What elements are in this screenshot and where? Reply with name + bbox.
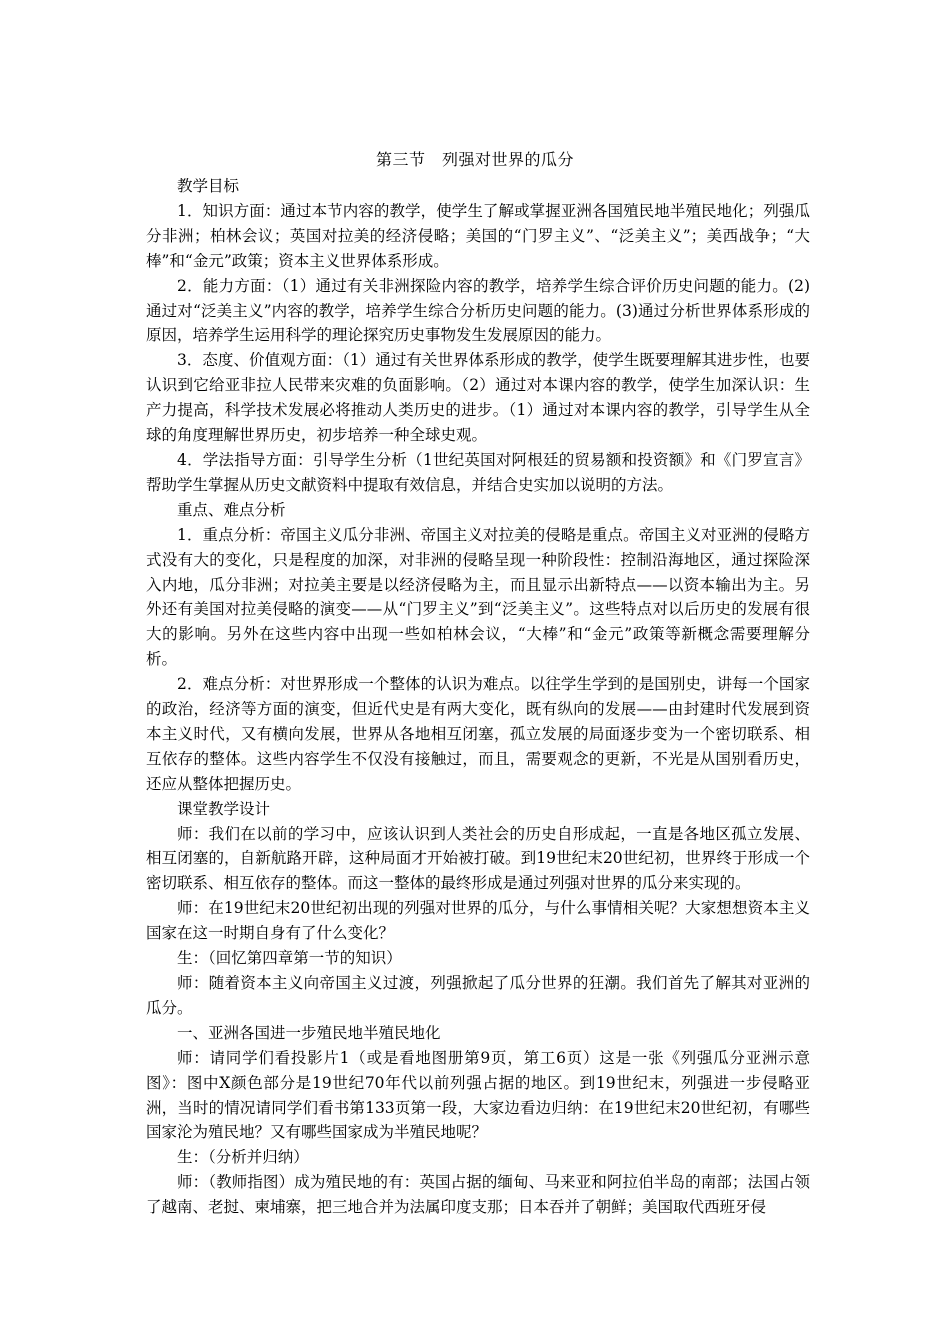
section-title: 第三节 列强对世界的瓜分	[375, 150, 574, 169]
paragraph-teacher-question: 师：在19世纪末20世纪初出现的列强对世界的瓜分，与什么事情相关呢？大家想想资本主义国家在这一时期自身有了什么变化？	[146, 899, 810, 943]
heading-key-points: 重点、难点分析	[177, 500, 286, 519]
paragraph-teacher-transition: 师：随着资本主义向帝国主义过渡，列强掀起了瓜分世界的狂潮。我们首先了解其对亚洲的瓜分。	[146, 974, 810, 1017]
paragraph-ability-goals: 2．能力方面：（1）通过有关非洲探险内容的教学，培养学生综合评价历史问题的能力。(2)通过对“泛美主义”内容的教学，培养学生综合分析历史问题的能力。(3)通过分析世界体系形成的原因，培养学生运用科学的理论探究历史事物发生发展原因的能力。	[146, 276, 810, 345]
paragraph-student-analysis: 生：（分析并归纳）	[177, 1148, 309, 1167]
paragraph-teacher-map: 师：请同学们看投影片1（或是看地图册第9页，第工6页）这是一张《列强瓜分亚洲示意图》：图中X颜色部分是19世纪70年代以前列强占据的地区。到19世纪末，列强进一步侵略亚洲，当时的情况请同学们看书第133页第一段，大家边看边归纳：在19世纪末20世纪初，有哪些国家沦为殖民地？又有哪些国家成为半殖民地呢？	[146, 1048, 810, 1142]
paragraph-student-recall: 生：（回忆第四章第一节的知识）	[177, 949, 402, 968]
paragraph-key-point-analysis: 1．重点分析：帝国主义瓜分非洲、帝国主义对拉美的侵略是重点。帝国主义对亚洲的侵略方式没有大的变化，只是程度的加深，对非洲的侵略呈现一种阶段性：控制沿海地区，通过探险深入内地，瓜分非洲；对拉美主要是以经济侵略为主，而且显示出新特点——以资本输出为主。另外还有美国对拉美侵略的演变——从“门罗主义”到“泛美主义”。这些特点对以后历史的发展有很大的影响。另外在这些内容中出现一些如柏林会议，“大棒”和“金元”政策等新概念需要理解分析。	[146, 525, 810, 669]
paragraph-method-guidance: 4．学法指导方面：引导学生分析（1世纪英国对阿根廷的贸易额和投资额》和《门罗宣言》帮助学生掌握从历史文献资料中提取有效信息，并结合史实加以说明的方法。	[146, 450, 810, 494]
paragraph-teacher-colonies: 师：（教师指图）成为殖民地的有：英国占据的缅甸、马来亚和阿拉伯半岛的南部；法国占领了越南、老挝、柬埔寨，把三地合并为法属印度支那；日本吞并了朝鲜；美国取代西班牙侵	[146, 1173, 810, 1217]
heading-asia-section: 一、亚洲各国进一步殖民地半殖民地化	[177, 1023, 441, 1042]
paragraph-knowledge-goals: 1．知识方面：通过本节内容的教学，使学生了解或掌握亚洲各国殖民地半殖民地化；列强瓜分非洲；柏林会议；英国对拉美的经济侵略；美国的“门罗主义”、“泛美主义”；美西战争；“大棒”和“金元”政策；资本主义世界体系形成。	[146, 201, 810, 270]
paragraph-attitude-goals: 3．态度、价值观方面：（1）通过有关世界体系形成的教学，使学生既要理解其进步性，也要认识到它给亚非拉人民带来灾难的负面影响。（2）通过对本课内容的教学，使学生加深认识：生产力提高，科学技术发展必将推动人类历史的进步。（1）通过对本课内容的教学，引导学生从全球的角度理解世界历史，初步培养一种全球史观。	[146, 351, 810, 445]
paragraph-teacher-intro: 师：我们在以前的学习中，应该认识到人类社会的历史自形成起，一直是各地区孤立发展、相互闭塞的，自新航路开辟，这种局面才开始被打破。到19世纪末20世纪初，世界终于形成一个密切联系、相互依存的整体。而这一整体的最终形成是通过列强对世界的瓜分来实现的。	[146, 824, 810, 893]
heading-teaching-goals: 教学目标	[177, 177, 240, 195]
heading-classroom-design: 课堂教学设计	[177, 799, 271, 818]
document-body	[146, 174, 810, 1220]
paragraph-difficulty-analysis: 2．难点分析：对世界形成一个整体的认识为难点。以往学生学到的是国别史，讲每一个国家的政治，经济等方面的演变，但近代史是有两大变化，既有纵向的发展——由封建时代发展到资本主义时代，又有横向发展，世界从各地相互闭塞，孤立发展的局面逐步变为一个密切联系、相互依存的整体。这些内容学生不仅没有接触过，而且，需要观念的更新，不光是从国别看历史，还应从整体把握历史。	[146, 675, 810, 793]
